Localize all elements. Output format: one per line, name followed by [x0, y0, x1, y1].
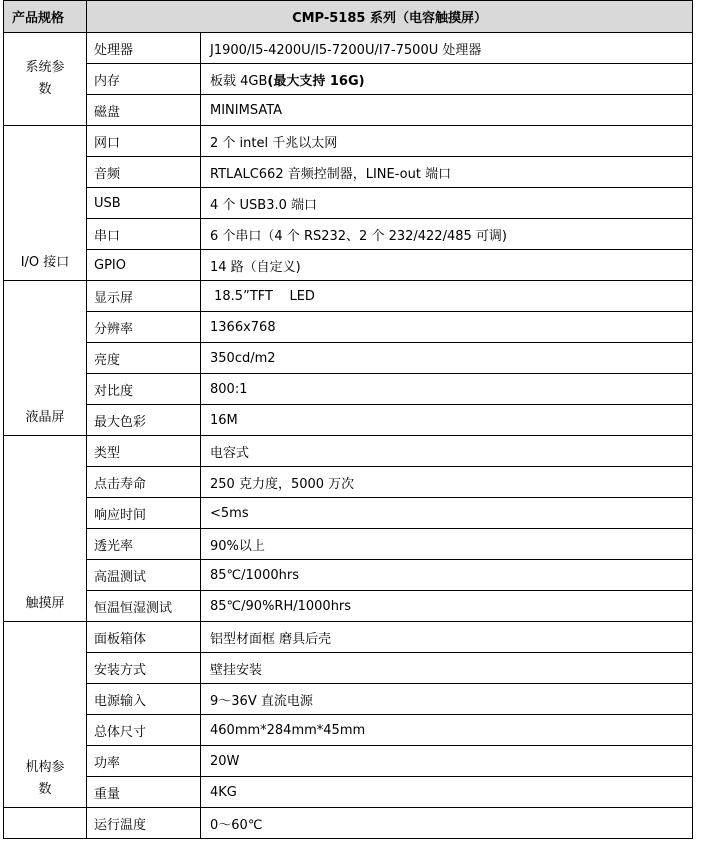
row-label: 响应时间: [87, 498, 201, 529]
row-label: 点击寿命: [87, 467, 201, 498]
table-row: [4, 33, 693, 64]
row-value: <5ms: [201, 498, 693, 529]
row-value: 铝型材面框 磨具后壳: [201, 622, 693, 653]
header-row: [4, 1, 693, 33]
row-value: MINIMSATA: [201, 95, 693, 126]
row-label: 音频: [87, 157, 201, 188]
row-label: 透光率: [87, 529, 201, 560]
category-lcd: 液晶屏: [4, 281, 87, 436]
row-value: J1900/I5-4200U/I5-7200U/I7-7500U 处理器: [201, 33, 693, 64]
table-row: [4, 622, 693, 653]
category-mechanical-label: 机构参数: [25, 760, 65, 797]
table-row: [4, 467, 693, 498]
row-value: RTLALC662 音频控制器，LINE-out 端口: [201, 157, 693, 188]
header-title: CMP-5185 系列（电容触摸屏）: [87, 1, 693, 33]
table-row: [4, 808, 693, 839]
header-left: 产品规格: [4, 1, 87, 33]
row-value: 4KG: [201, 777, 693, 808]
row-value: 85℃/90%RH/1000hrs: [201, 591, 693, 622]
row-label: 内存: [87, 64, 201, 95]
row-value: 800:1: [201, 374, 693, 405]
table-row: [4, 126, 693, 157]
table-row: [4, 64, 693, 95]
empty-category-cell: [4, 808, 87, 839]
row-value: 350cd/m2: [201, 343, 693, 374]
row-label: 运行温度: [87, 808, 201, 839]
row-label: 安装方式: [87, 653, 201, 684]
row-value: 4 个 USB3.0 端口: [201, 188, 693, 219]
row-label: 电源输入: [87, 684, 201, 715]
row-label: USB: [87, 188, 201, 219]
table-row: [4, 188, 693, 219]
table-row: [4, 777, 693, 808]
category-mechanical: [4, 622, 87, 808]
table-row: [4, 529, 693, 560]
row-value-text: 板载 4GB: [210, 73, 268, 89]
table-row: [4, 219, 693, 250]
row-value: 9～36V 直流电源: [201, 684, 693, 715]
row-value: 20W: [201, 746, 693, 777]
row-value: 85℃/1000hrs: [201, 560, 693, 591]
table-row: [4, 560, 693, 591]
table-row: [4, 95, 693, 126]
row-label: 对比度: [87, 374, 201, 405]
row-value: 14 路（自定义): [201, 250, 693, 281]
row-value-bold: (最大支持 16G): [267, 73, 365, 89]
table-row: [4, 343, 693, 374]
category-touch: 触摸屏: [4, 436, 87, 622]
table-row: [4, 715, 693, 746]
row-label: 重量: [87, 777, 201, 808]
table-row: [4, 746, 693, 777]
row-label: 类型: [87, 436, 201, 467]
table-row: [4, 157, 693, 188]
row-label: 总体尺寸: [87, 715, 201, 746]
row-label: 显示屏: [87, 281, 201, 312]
category-io: I/O 接口: [4, 126, 87, 281]
row-label: 恒温恒湿测试: [87, 591, 201, 622]
row-value: 0～60℃: [201, 808, 693, 839]
row-label: 最大色彩: [87, 405, 201, 436]
table-row: [4, 312, 693, 343]
row-value: 250 克力度，5000 万次: [201, 467, 693, 498]
row-label: 面板箱体: [87, 622, 201, 653]
category-system: [4, 33, 87, 126]
table-row: [4, 281, 693, 312]
table-row: [4, 684, 693, 715]
row-label: 亮度: [87, 343, 201, 374]
spec-table: [3, 0, 693, 839]
table-row: [4, 405, 693, 436]
row-value: 电容式: [201, 436, 693, 467]
row-value: 18.5”TFT LED: [201, 281, 693, 312]
row-value: 90%以上: [201, 529, 693, 560]
row-label: 分辨率: [87, 312, 201, 343]
row-label: 网口: [87, 126, 201, 157]
row-value: 16M: [201, 405, 693, 436]
row-value: 2 个 intel 千兆以太网: [201, 126, 693, 157]
table-row: [4, 374, 693, 405]
table-row: [4, 653, 693, 684]
row-label: 处理器: [87, 33, 201, 64]
row-value: 1366x768: [201, 312, 693, 343]
table-row: [4, 436, 693, 467]
row-value: 壁挂安装: [201, 653, 693, 684]
row-value: [201, 64, 693, 95]
row-label: GPIO: [87, 250, 201, 281]
row-label: 功率: [87, 746, 201, 777]
table-row: [4, 591, 693, 622]
row-value: 6 个串口（4 个 RS232、2 个 232/422/485 可调): [201, 219, 693, 250]
row-label: 磁盘: [87, 95, 201, 126]
category-system-label: 系统参数: [25, 60, 65, 97]
table-row: [4, 250, 693, 281]
row-value: 460mm*284mm*45mm: [201, 715, 693, 746]
row-label: 串口: [87, 219, 201, 250]
table-row: [4, 498, 693, 529]
row-label: 高温测试: [87, 560, 201, 591]
